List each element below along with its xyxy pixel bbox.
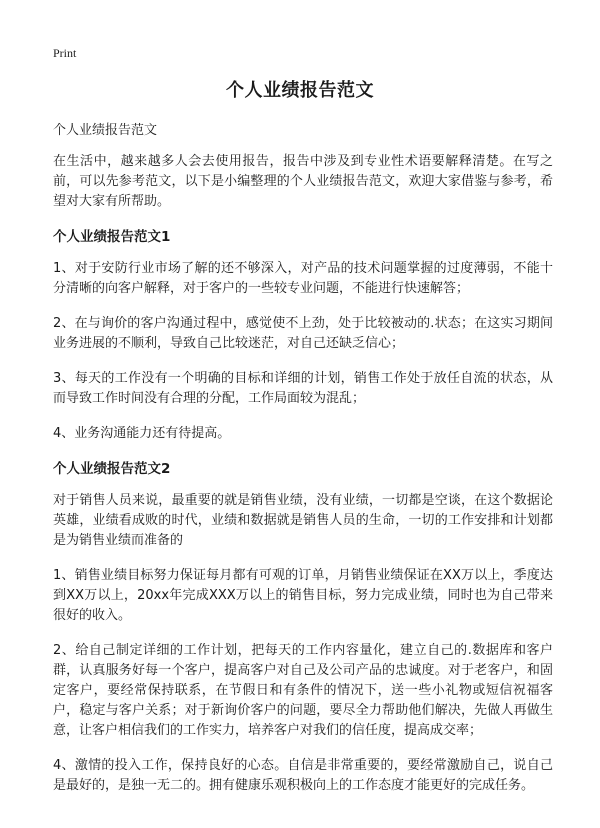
section-heading-1: 个人业绩报告范文1 [53, 229, 171, 245]
section-2-paragraph-2: 1、销售业绩目标努力保证每月都有可观的订单，月销售业绩保证在XX万以上，季度达到XX万以上，20xx年完成XXX万以上的销售目标，努力完成业绩，同时也为自己带来很好的收入。 [53, 568, 553, 623]
article-body [53, 122, 553, 811]
section-2-paragraph-3: 2、给自己制定详细的工作计划，把每天的工作内容量化，建立自己的.数据库和客户群，认真服务好每一个客户，提高客户对自己及公司产品的忠诚度。对于老客户，和固定客户，要经常保持联系，在节假日和有条件的情况下，送一些小礼物或短信祝福客户，稳定与客户关系；对于新询价客户的问题，要尽全力帮助他们解决，先做人再做生意，让客户相信我们的工作实力，培养客户对我们的信任度，提高成交率； [53, 643, 553, 738]
section-2-paragraph-1: 对于销售人员来说，最重要的就是销售业绩，没有业绩，一切都是空谈，在这个数据论英雄，业绩看成败的时代，业绩和数据就是销售人员的生命，一切的工作安排和计划都是为销售业绩而准备的 [53, 493, 553, 548]
section-2-paragraph-4: 4、激情的投入工作，保持良好的心态。自信是非常重要的，要经常激励自己，说自己是最好的，是独一无二的。拥有健康乐观积极向上的工作态度才能更好的完成任务。 [53, 758, 553, 793]
intro-paragraph: 在生活中，越来越多人会去使用报告，报告中涉及到专业性术语要解释清楚。在写之前，可以先参考范文，以下是小编整理的个人业绩报告范文，欢迎大家借鉴与参考，希望对大家有所帮助。 [53, 154, 553, 209]
page-title: 个人业绩报告范文 [226, 80, 374, 101]
section-heading-2: 个人业绩报告范文2 [53, 461, 171, 477]
section-1-paragraph-2: 2、在与询价的客户沟通过程中，感觉使不上劲，处于比较被动的.状态；在这实习期间业务进展的不顺利，导致自己比较迷茫，对自己还缺乏信心； [53, 316, 553, 351]
print-link[interactable]: Print [53, 46, 77, 60]
section-1-paragraph-3: 3、每天的工作没有一个明确的目标和详细的计划，销售工作处于放任自流的状态，从而导致工作时间没有合理的分配，工作局面较为混乱； [53, 371, 553, 406]
section-1-paragraph-4: 4、业务沟通能力还有待提高。 [53, 426, 231, 441]
document-subtitle: 个人业绩报告范文 [53, 123, 158, 138]
section-1-paragraph-1: 1、对于安防行业市场了解的还不够深入，对产品的技术问题掌握的过度薄弱，不能十分清晰的向客户解释，对于客户的一些较专业问题，不能进行快速解答； [53, 261, 553, 296]
